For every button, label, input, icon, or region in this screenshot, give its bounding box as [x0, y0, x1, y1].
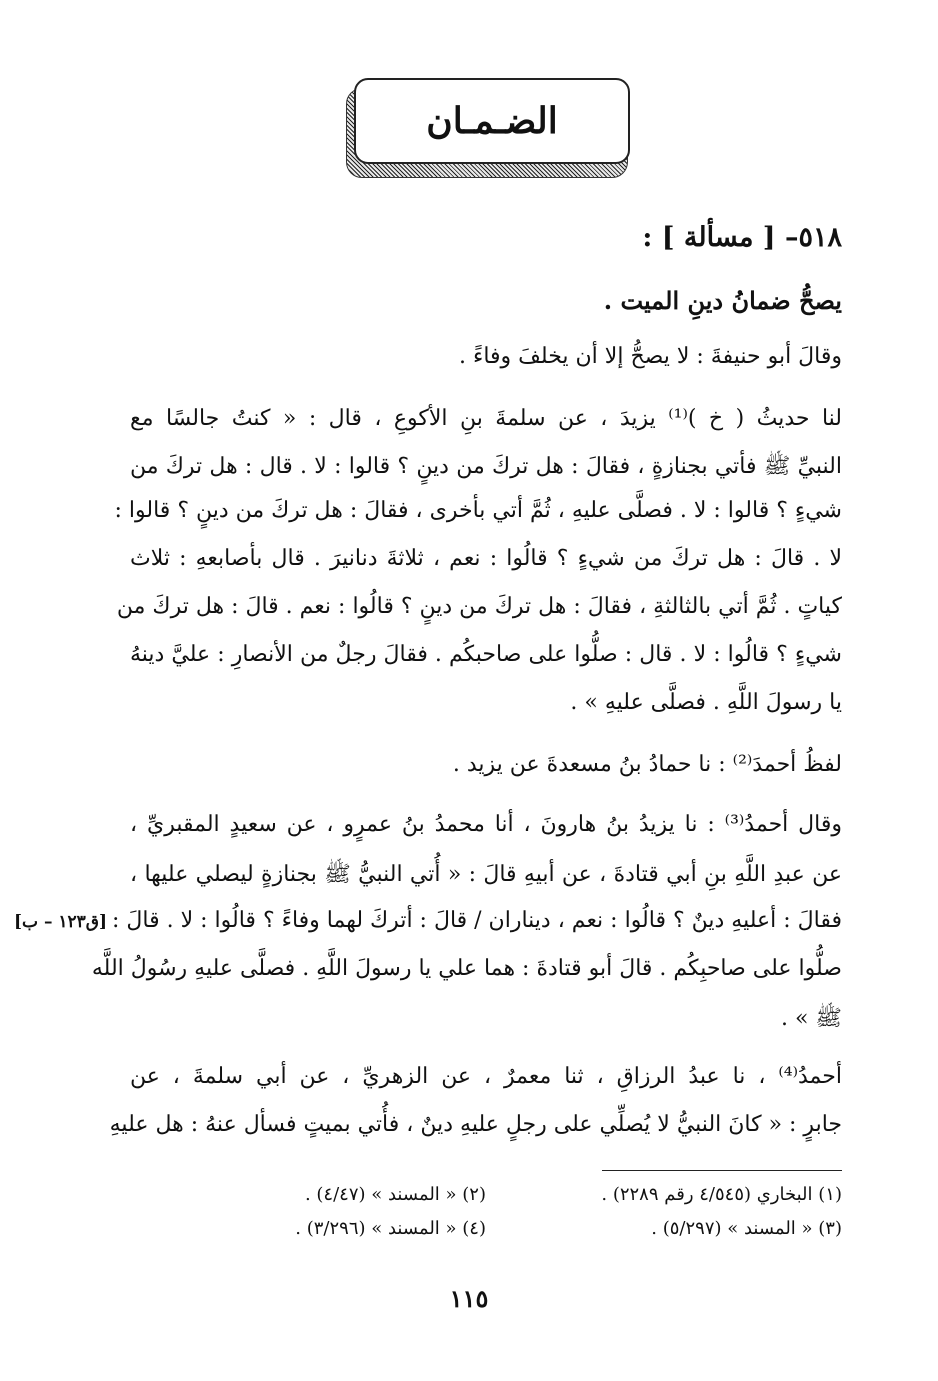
hadith3-line: أحمدُ⁽⁴⁾ ، نا عبدُ الرزاقِ ، ثنا معمرٌ ، عن الزهريِّ ، عن أبي سلمةَ ، عن [130, 1064, 842, 1089]
footnote-1: (١) البخاري (٤/٥٤٥ رقم ٢٢٨٩) . [601, 1184, 842, 1205]
chapter-title: الضـمـان [354, 78, 630, 164]
hadith1-line: لنا حديثُ ( خ )⁽¹⁾ يزيدَ ، عن سلمةَ بنِ الأكوعِ ، قال : « كنتُ جالسًا مع [130, 406, 842, 431]
hadith2-line: عن عبدِ اللَّهِ بنِ أبي قتادةَ ، عن أبيهِ قالَ : « أُتي النبيُّ ﷺ بجنازةٍ ليصلي عليها ، [130, 862, 842, 887]
page-number: ١١٥ [449, 1284, 489, 1313]
hadith2-line: فقالَ : أعليهِ دينٌ ؟ قالُوا : نعم ، ديناران / قالَ : أتركَ لهما وفاءً ؟ قالُوا : لا . قالَ : [112, 908, 842, 933]
manuscript-folio-marker: [ق١٢٣ – ب] [14, 912, 108, 932]
footnote-separator [602, 1170, 842, 1171]
hadith1-line: النبيِّ ﷺ فأتي بجنازةٍ ، فقالَ : هل تركَ من دينٍ ؟ قالوا : لا . قال : هل تركَ من [130, 454, 842, 479]
hadith1-line: يا رسولَ اللَّهِ . فصلَّى عليهِ » . [570, 690, 842, 715]
hadith2-line: ﷺ » . [780, 1006, 842, 1031]
abu-hanifa-opinion: وقالَ أبو حنيفةَ : لا يصحُّ إلا أن يخلفَ وفاءً . [458, 344, 842, 369]
hadith1-line: كياتٍ . ثُمَّ أتي بالثالثةِ ، فقالَ : هل تركَ من دينٍ ؟ قالُوا : نعم . قالَ : هل تركَ من [116, 594, 842, 619]
ruling-statement: يصحُّ ضمانُ دينِ الميت . [603, 286, 842, 315]
lafz-ahmad-line: لفظُ أحمدَ⁽²⁾ : نا حمادُ بنُ مسعدةَ عن يزيد . [452, 752, 842, 777]
hadith1-line: شيءٍ ؟ قالُوا : لا . قال : صلُّوا على صاحبكُم . فقالَ رجلٌ من الأنصارِ : عليَّ دينهُ [130, 642, 842, 667]
footnote-2: (٢) « المسند » (٤/٤٧) . [304, 1184, 486, 1205]
hadith2-line: صلُّوا على صاحبِكُم . قالَ أبو قتادةَ : هما علي يا رسولَ اللَّهِ . فصلَّى عليهِ رسُولُ اللَّه [91, 956, 842, 981]
footnote-3: (٣) « المسند » (٥/٢٩٧) . [651, 1218, 842, 1239]
footnote-4: (٤) « المسند » (٣/٢٩٦) . [295, 1218, 486, 1239]
hadith3-line: جابرٍ : « كانَ النبيُّ لا يُصلِّي على رجلٍ عليهِ دينٌ ، فأُتي بميتٍ فسأل عنهُ : هل عليهِ [109, 1112, 842, 1137]
hadith1-line: لا . قالَ : هل تركَ من شيءٍ ؟ قالُوا : نعم ، ثلاثةَ دنانيرَ . قال بأصابعهِ : ثلاث [130, 546, 842, 571]
masala-heading: ٥١٨– [ مسألة ] : [642, 222, 842, 253]
hadith2-line: وقال أحمدُ⁽³⁾ : نا يزيدُ بنُ هارونَ ، أنا محمدُ بنُ عمرٍو ، عن سعيدٍ المقبريِّ ، [130, 812, 842, 837]
hadith1-line: شيءٍ ؟ قالوا : لا . فصلَّى عليهِ ، ثُمَّ أتي بأخرى ، فقالَ : هل تركَ من دينٍ ؟ قالوا : [114, 498, 842, 523]
chapter-title-frame [338, 76, 634, 180]
